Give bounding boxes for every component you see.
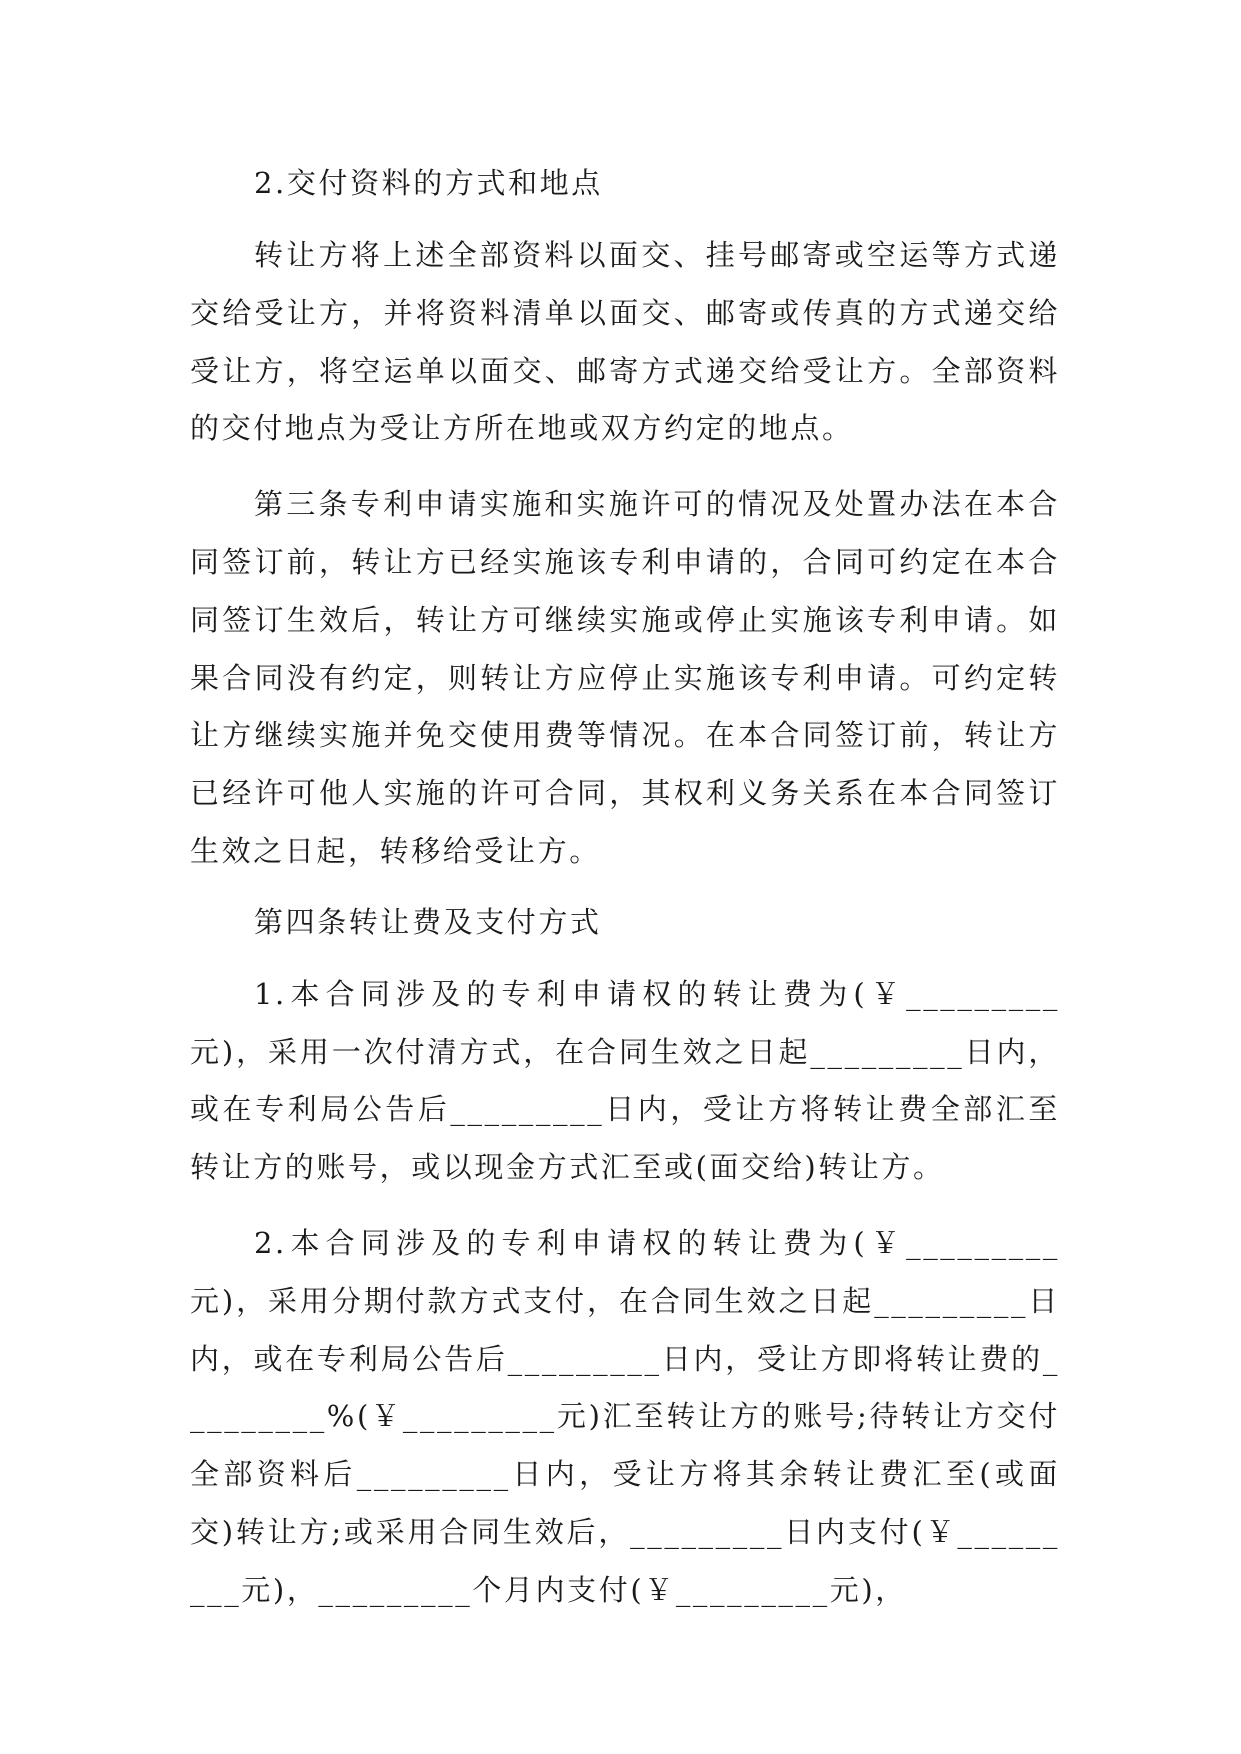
- section-heading-delivery-method: 2.交付资料的方式和地点: [254, 166, 603, 200]
- document-body: [190, 160, 1060, 1638]
- paragraph-delivery-details: 转让方将上述全部资料以面交、挂号邮寄或空运等方式递交给受让方，并将资料清单以面交、邮寄或传真的方式递交给受让方，将空运单以面交、邮寄方式递交给受让方。全部资料的交付地点为受让方所在地或双方约定的地点。: [190, 238, 1060, 446]
- section-heading-article-four: 第四条转让费及支付方式: [254, 904, 602, 939]
- paragraph-payment-lump-sum: 1.本合同涉及的专利申请权的转让费为(￥_________元)，采用一次付清方式，在合同生效之日起_________日内，或在专利局公告后_________日内，受让方将转让费全部汇至转让方的账号，或以现金方式汇至或(面交给)转让方。: [190, 976, 1060, 1185]
- paragraph-payment-installments: 2.本合同涉及的专利申请权的转让费为(￥_________元)，采用分期付款方式支付，在合同生效之日起_________日内，或在专利局公告后_________日内，受让方即将转让费的_________%(￥_________元)汇至转让方的账号;待转让方交付全部资料后_________日内，受让方将其余转让费汇至(或面交)转让方;或采用合同生效后，_________日内支付(￥_________元)，_________个月内支付(￥_________元)，: [190, 1225, 1060, 1607]
- paragraph-article-three: 第三条专利申请实施和实施许可的情况及处置办法在本合同签订前，转让方已经实施该专利申请的，合同可约定在本合同签订生效后，转让方可继续实施或停止实施该专利申请。如果合同没有约定，则转让方应停止实施该专利申请。可约定转让方继续实施并免交使用费等情况。在本合同签订前，转让方已经许可他人实施的许可合同，其权利义务关系在本合同签订生效之日起，转移给受让方。: [190, 487, 1060, 868]
